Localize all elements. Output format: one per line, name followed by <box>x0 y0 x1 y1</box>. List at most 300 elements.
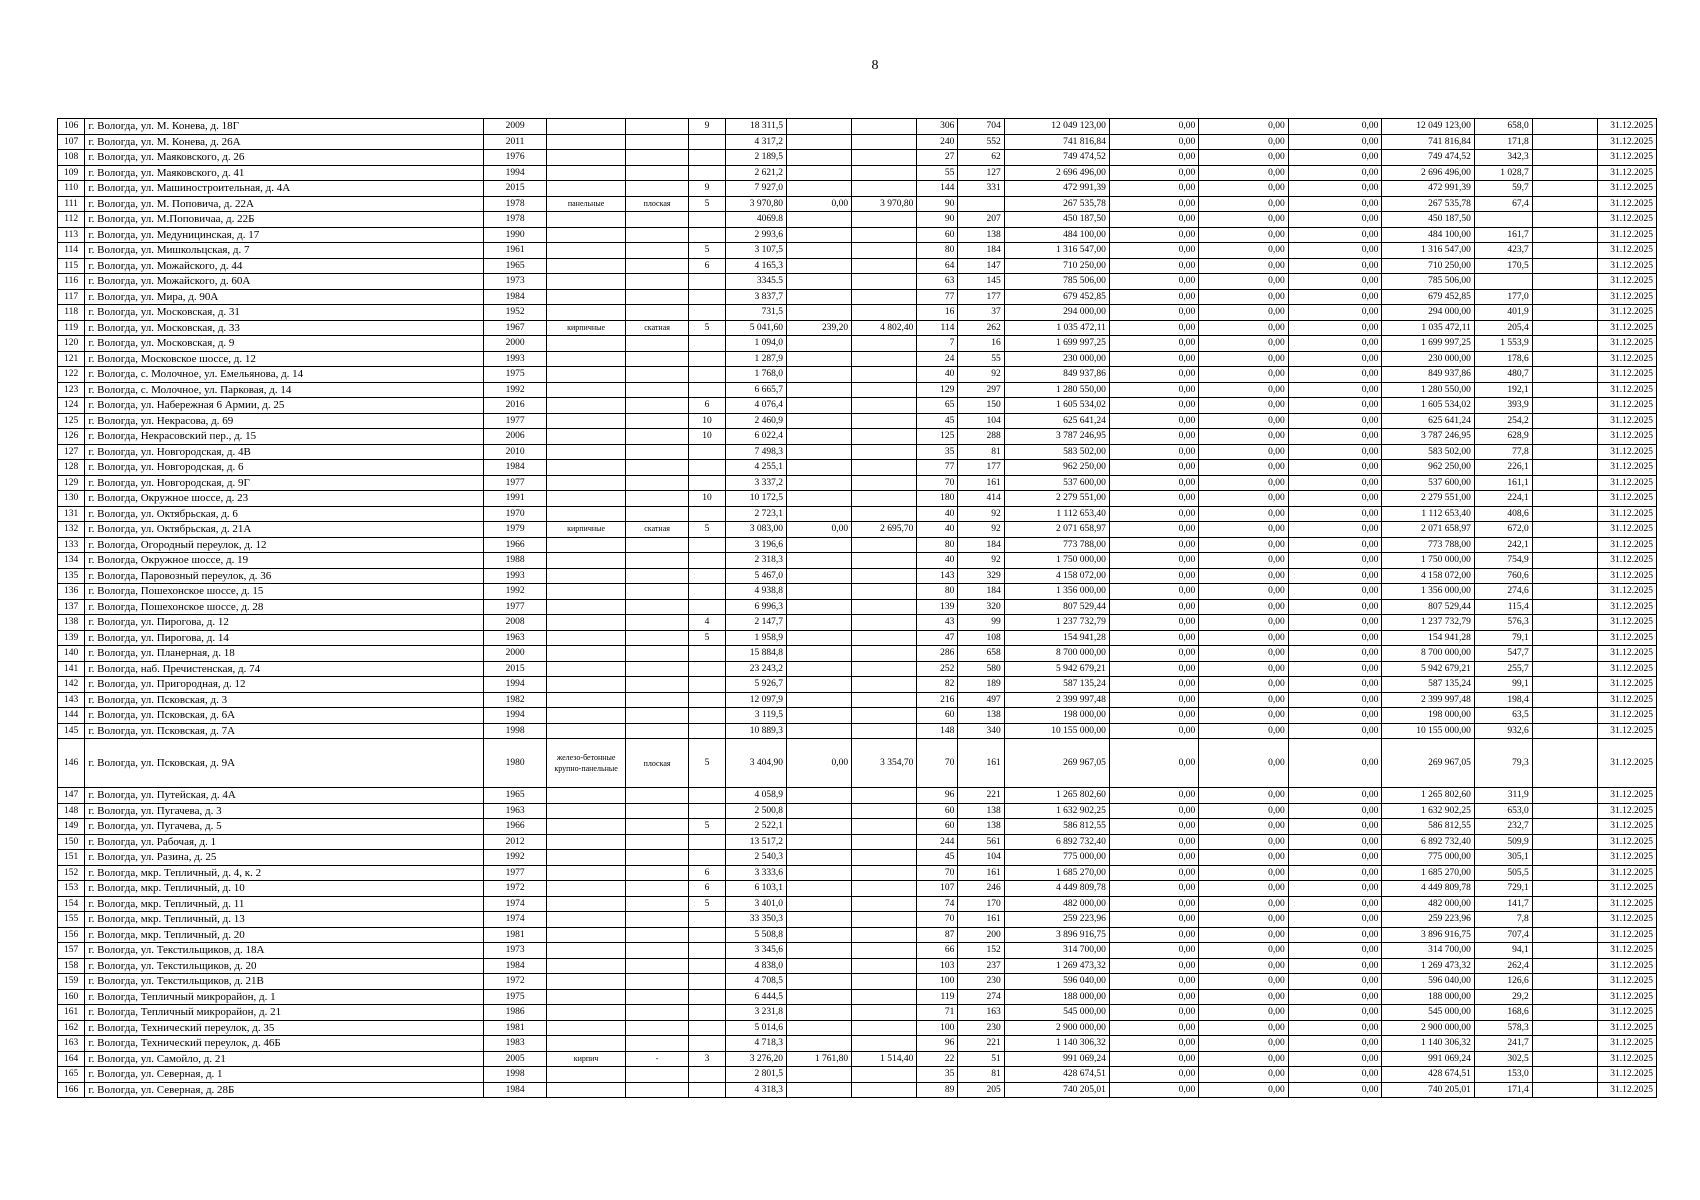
cell-unit-cost: 672,0 <box>1474 522 1532 538</box>
cell-cost-col-2: 0,00 <box>1199 599 1288 615</box>
cell-roof-type <box>626 398 689 414</box>
cell-total-cost: 1 112 653,40 <box>1004 506 1109 522</box>
cell-residents: 221 <box>958 788 1004 804</box>
cell-extra-col <box>1532 788 1597 804</box>
cell-cost-col-2: 0,00 <box>1199 506 1288 522</box>
cell-total-cost: 537 600,00 <box>1004 475 1109 491</box>
cell-deadline: 31.12.2025 <box>1597 723 1656 739</box>
cell-deadline: 31.12.2025 <box>1597 444 1656 460</box>
cell-row-number: 137 <box>58 599 85 615</box>
table-row <box>58 351 1657 367</box>
cell-area-b <box>852 989 917 1005</box>
cell-unit-cost: 342,3 <box>1474 150 1532 166</box>
cell-extra-col <box>1532 522 1597 538</box>
cell-wall-material <box>547 150 626 166</box>
cell-address: г. Вологда, ул. Северная, д. 28Б <box>85 1082 484 1098</box>
cell-unit-cost: 170,5 <box>1474 258 1532 274</box>
cell-total-area: 1 958,9 <box>725 630 786 646</box>
cell-floors: 6 <box>689 258 726 274</box>
cell-roof-type <box>626 646 689 662</box>
cell-floors: 10 <box>689 429 726 445</box>
cell-residents: 138 <box>958 803 1004 819</box>
cell-year-built: 1992 <box>484 850 547 866</box>
table-row <box>58 599 1657 615</box>
table-body <box>58 119 1657 1098</box>
cell-row-number: 120 <box>58 336 85 352</box>
table-row <box>58 615 1657 631</box>
cell-apartments: 27 <box>917 150 958 166</box>
cell-address: г. Вологда, ул. Псковская, д. 6А <box>85 708 484 724</box>
cell-deadline: 31.12.2025 <box>1597 943 1656 959</box>
cell-cost-col-3: 0,00 <box>1288 305 1382 321</box>
cell-row-number: 130 <box>58 491 85 507</box>
cell-unit-cost: 408,6 <box>1474 506 1532 522</box>
cell-residents: 704 <box>958 119 1004 135</box>
cell-residents: 138 <box>958 819 1004 835</box>
cell-cost-col-3: 0,00 <box>1288 181 1382 197</box>
cell-total-cost: 849 937,86 <box>1004 367 1109 383</box>
cell-row-number: 146 <box>58 739 85 788</box>
cell-apartments: 80 <box>917 243 958 259</box>
cell-unit-cost: 509,9 <box>1474 834 1532 850</box>
cell-cost-col-2: 0,00 <box>1199 537 1288 553</box>
cell-area-a: 239,20 <box>786 320 851 336</box>
cell-year-built: 1977 <box>484 599 547 615</box>
cell-cost-col-2: 0,00 <box>1199 834 1288 850</box>
cell-cost-col-3: 0,00 <box>1288 367 1382 383</box>
table-row <box>58 819 1657 835</box>
cell-unit-cost: 224,1 <box>1474 491 1532 507</box>
table-row <box>58 927 1657 943</box>
cell-cost-col-4: 962 250,00 <box>1382 460 1475 476</box>
cell-extra-col <box>1532 739 1597 788</box>
cell-cost-col-1: 0,00 <box>1109 320 1198 336</box>
cell-cost-col-1: 0,00 <box>1109 1067 1198 1083</box>
cell-address: г. Вологда, мкр. Тепличный, д. 13 <box>85 912 484 928</box>
cell-cost-col-4: 849 937,86 <box>1382 367 1475 383</box>
cell-area-b <box>852 819 917 835</box>
cell-total-cost: 740 205,01 <box>1004 1082 1109 1098</box>
cell-unit-cost: 171,4 <box>1474 1082 1532 1098</box>
cell-area-a <box>786 382 851 398</box>
cell-row-number: 157 <box>58 943 85 959</box>
cell-row-number: 119 <box>58 320 85 336</box>
cell-area-a: 1 761,80 <box>786 1051 851 1067</box>
cell-cost-col-3: 0,00 <box>1288 150 1382 166</box>
cell-wall-material <box>547 912 626 928</box>
cell-roof-type <box>626 881 689 897</box>
cell-roof-type <box>626 677 689 693</box>
cell-apartments: 71 <box>917 1005 958 1021</box>
cell-year-built: 1978 <box>484 196 547 212</box>
cell-address: г. Вологда, ул. Пирогова, д. 12 <box>85 615 484 631</box>
cell-cost-col-4: 596 040,00 <box>1382 974 1475 990</box>
cell-residents: 152 <box>958 943 1004 959</box>
cell-apartments: 43 <box>917 615 958 631</box>
cell-total-cost: 807 529,44 <box>1004 599 1109 615</box>
cell-total-cost: 679 452,85 <box>1004 289 1109 305</box>
table-row <box>58 881 1657 897</box>
cell-address: г. Вологда, ул. Путейская, д. 4А <box>85 788 484 804</box>
cell-apartments: 60 <box>917 819 958 835</box>
cell-apartments: 74 <box>917 896 958 912</box>
cell-area-a <box>786 788 851 804</box>
cell-address: г. Вологда, Пошехонское шоссе, д. 28 <box>85 599 484 615</box>
cell-residents: 177 <box>958 460 1004 476</box>
cell-address: г. Вологда, ул. Мира, д. 90А <box>85 289 484 305</box>
cell-row-number: 149 <box>58 819 85 835</box>
cell-residents: 138 <box>958 227 1004 243</box>
cell-row-number: 143 <box>58 692 85 708</box>
cell-row-number: 125 <box>58 413 85 429</box>
cell-row-number: 126 <box>58 429 85 445</box>
cell-unit-cost: 67,4 <box>1474 196 1532 212</box>
cell-apartments: 70 <box>917 912 958 928</box>
cell-total-cost: 1 685 270,00 <box>1004 865 1109 881</box>
cell-area-a <box>786 646 851 662</box>
cell-apartments: 216 <box>917 692 958 708</box>
cell-cost-col-2: 0,00 <box>1199 243 1288 259</box>
cell-area-a <box>786 444 851 460</box>
cell-cost-col-1: 0,00 <box>1109 553 1198 569</box>
cell-roof-type <box>626 212 689 228</box>
cell-area-b <box>852 865 917 881</box>
cell-area-a <box>786 803 851 819</box>
cell-total-cost: 10 155 000,00 <box>1004 723 1109 739</box>
cell-extra-col <box>1532 134 1597 150</box>
cell-cost-col-4: 428 674,51 <box>1382 1067 1475 1083</box>
table-row <box>58 739 1657 788</box>
cell-apartments: 96 <box>917 1036 958 1052</box>
cell-deadline: 31.12.2025 <box>1597 553 1656 569</box>
cell-apartments: 306 <box>917 119 958 135</box>
cell-area-a <box>786 258 851 274</box>
cell-cost-col-3: 0,00 <box>1288 739 1382 788</box>
cell-cost-col-2: 0,00 <box>1199 1005 1288 1021</box>
cell-wall-material <box>547 553 626 569</box>
cell-roof-type: скатная <box>626 522 689 538</box>
cell-cost-col-4: 587 135,24 <box>1382 677 1475 693</box>
cell-cost-col-3: 0,00 <box>1288 1067 1382 1083</box>
table-row <box>58 1005 1657 1021</box>
cell-total-area: 3 333,6 <box>725 865 786 881</box>
cell-extra-col <box>1532 896 1597 912</box>
cell-total-area: 4 718,3 <box>725 1036 786 1052</box>
cell-cost-col-1: 0,00 <box>1109 881 1198 897</box>
cell-area-a <box>786 181 851 197</box>
table-row <box>58 119 1657 135</box>
cell-unit-cost: 241,7 <box>1474 1036 1532 1052</box>
cell-area-a <box>786 398 851 414</box>
cell-address: г. Вологда, ул. Октябрьская, д. 21А <box>85 522 484 538</box>
cell-cost-col-3: 0,00 <box>1288 584 1382 600</box>
cell-area-a <box>786 974 851 990</box>
cell-deadline: 31.12.2025 <box>1597 181 1656 197</box>
cell-floors <box>689 850 726 866</box>
cell-year-built: 1980 <box>484 739 547 788</box>
cell-apartments: 40 <box>917 522 958 538</box>
cell-residents: 230 <box>958 974 1004 990</box>
cell-area-b: 3 970,80 <box>852 196 917 212</box>
cell-unit-cost: 242,1 <box>1474 537 1532 553</box>
cell-deadline: 31.12.2025 <box>1597 1005 1656 1021</box>
cell-total-cost: 259 223,96 <box>1004 912 1109 928</box>
cell-cost-col-4: 5 942 679,21 <box>1382 661 1475 677</box>
cell-cost-col-1: 0,00 <box>1109 723 1198 739</box>
cell-floors <box>689 584 726 600</box>
cell-residents: 163 <box>958 1005 1004 1021</box>
cell-deadline: 31.12.2025 <box>1597 974 1656 990</box>
cell-roof-type <box>626 584 689 600</box>
cell-wall-material <box>547 599 626 615</box>
page-number: 8 <box>871 58 879 73</box>
cell-total-cost: 2 279 551,00 <box>1004 491 1109 507</box>
cell-cost-col-1: 0,00 <box>1109 444 1198 460</box>
cell-apartments: 24 <box>917 351 958 367</box>
cell-area-b <box>852 803 917 819</box>
cell-roof-type <box>626 181 689 197</box>
cell-roof-type <box>626 274 689 290</box>
cell-row-number: 155 <box>58 912 85 928</box>
cell-total-cost: 198 000,00 <box>1004 708 1109 724</box>
cell-cost-col-4: 1 035 472,11 <box>1382 320 1475 336</box>
cell-total-cost: 962 250,00 <box>1004 460 1109 476</box>
cell-residents: 184 <box>958 243 1004 259</box>
cell-cost-col-4: 6 892 732,40 <box>1382 834 1475 850</box>
cell-cost-col-1: 0,00 <box>1109 351 1198 367</box>
cell-total-area: 1 287,9 <box>725 351 786 367</box>
cell-floors: 5 <box>689 896 726 912</box>
cell-roof-type <box>626 537 689 553</box>
cell-cost-col-3: 0,00 <box>1288 491 1382 507</box>
cell-area-a <box>786 692 851 708</box>
cell-cost-col-1: 0,00 <box>1109 506 1198 522</box>
cell-cost-col-2: 0,00 <box>1199 819 1288 835</box>
cell-cost-col-1: 0,00 <box>1109 927 1198 943</box>
cell-cost-col-2: 0,00 <box>1199 739 1288 788</box>
cell-area-a <box>786 506 851 522</box>
cell-cost-col-4: 482 000,00 <box>1382 896 1475 912</box>
cell-year-built: 1986 <box>484 1005 547 1021</box>
cell-deadline: 31.12.2025 <box>1597 475 1656 491</box>
cell-wall-material <box>547 834 626 850</box>
cell-row-number: 144 <box>58 708 85 724</box>
cell-total-area: 12 097,9 <box>725 692 786 708</box>
cell-cost-col-1: 0,00 <box>1109 165 1198 181</box>
cell-deadline: 31.12.2025 <box>1597 803 1656 819</box>
cell-row-number: 163 <box>58 1036 85 1052</box>
cell-roof-type <box>626 834 689 850</box>
table-row <box>58 506 1657 522</box>
cell-row-number: 154 <box>58 896 85 912</box>
cell-cost-col-3: 0,00 <box>1288 243 1382 259</box>
cell-address: г. Вологда, мкр. Тепличный, д. 20 <box>85 927 484 943</box>
cell-extra-col <box>1532 243 1597 259</box>
cell-area-a <box>786 1082 851 1098</box>
cell-area-a <box>786 491 851 507</box>
cell-cost-col-2: 0,00 <box>1199 850 1288 866</box>
cell-total-cost: 1 632 902,25 <box>1004 803 1109 819</box>
cell-wall-material <box>547 367 626 383</box>
cell-wall-material <box>547 584 626 600</box>
cell-cost-col-2: 0,00 <box>1199 865 1288 881</box>
cell-extra-col <box>1532 336 1597 352</box>
cell-cost-col-4: 10 155 000,00 <box>1382 723 1475 739</box>
cell-unit-cost: 171,8 <box>1474 134 1532 150</box>
cell-wall-material <box>547 165 626 181</box>
cell-extra-col <box>1532 958 1597 974</box>
cell-unit-cost: 628,9 <box>1474 429 1532 445</box>
cell-extra-col <box>1532 881 1597 897</box>
cell-area-b <box>852 881 917 897</box>
cell-area-a <box>786 1036 851 1052</box>
cell-extra-col <box>1532 181 1597 197</box>
cell-total-cost: 587 135,24 <box>1004 677 1109 693</box>
table-row <box>58 568 1657 584</box>
cell-cost-col-4: 740 205,01 <box>1382 1082 1475 1098</box>
cell-cost-col-3: 0,00 <box>1288 1020 1382 1036</box>
cell-floors <box>689 553 726 569</box>
cell-cost-col-3: 0,00 <box>1288 661 1382 677</box>
cell-area-b <box>852 692 917 708</box>
cell-year-built: 1982 <box>484 692 547 708</box>
cell-residents: 104 <box>958 413 1004 429</box>
cell-roof-type <box>626 912 689 928</box>
cell-cost-col-1: 0,00 <box>1109 1005 1198 1021</box>
cell-deadline: 31.12.2025 <box>1597 274 1656 290</box>
cell-area-b <box>852 1005 917 1021</box>
cell-address: г. Вологда, Некрасовский пер., д. 15 <box>85 429 484 445</box>
cell-apartments: 100 <box>917 1020 958 1036</box>
cell-unit-cost: 192,1 <box>1474 382 1532 398</box>
cell-cost-col-1: 0,00 <box>1109 896 1198 912</box>
table-row <box>58 274 1657 290</box>
cell-deadline: 31.12.2025 <box>1597 630 1656 646</box>
cell-total-area: 4 317,2 <box>725 134 786 150</box>
cell-floors <box>689 989 726 1005</box>
table-row <box>58 475 1657 491</box>
cell-area-a: 0,00 <box>786 739 851 788</box>
cell-cost-col-2: 0,00 <box>1199 351 1288 367</box>
cell-floors <box>689 1067 726 1083</box>
cell-cost-col-4: 710 250,00 <box>1382 258 1475 274</box>
cell-cost-col-1: 0,00 <box>1109 1036 1198 1052</box>
cell-residents: 297 <box>958 382 1004 398</box>
table-row <box>58 196 1657 212</box>
table-row <box>58 181 1657 197</box>
cell-cost-col-2: 0,00 <box>1199 429 1288 445</box>
cell-address: г. Вологда, наб. Пречистенская, д. 74 <box>85 661 484 677</box>
cell-cost-col-4: 259 223,96 <box>1382 912 1475 928</box>
cell-total-cost: 2 900 000,00 <box>1004 1020 1109 1036</box>
cell-roof-type <box>626 943 689 959</box>
cell-area-b <box>852 708 917 724</box>
cell-cost-col-3: 0,00 <box>1288 212 1382 228</box>
cell-year-built: 1993 <box>484 351 547 367</box>
cell-total-cost: 775 000,00 <box>1004 850 1109 866</box>
cell-unit-cost: 302,5 <box>1474 1051 1532 1067</box>
cell-deadline: 31.12.2025 <box>1597 491 1656 507</box>
cell-cost-col-3: 0,00 <box>1288 943 1382 959</box>
cell-cost-col-2: 0,00 <box>1199 398 1288 414</box>
cell-row-number: 123 <box>58 382 85 398</box>
cell-residents: 246 <box>958 881 1004 897</box>
cell-cost-col-1: 0,00 <box>1109 134 1198 150</box>
table-row <box>58 661 1657 677</box>
cell-deadline: 31.12.2025 <box>1597 584 1656 600</box>
cell-year-built: 1977 <box>484 475 547 491</box>
cell-cost-col-4: 773 788,00 <box>1382 537 1475 553</box>
cell-address: г. Вологда, мкр. Тепличный, д. 4, к. 2 <box>85 865 484 881</box>
cell-total-cost: 4 449 809,78 <box>1004 881 1109 897</box>
cell-area-b <box>852 274 917 290</box>
cell-unit-cost: 141,7 <box>1474 896 1532 912</box>
table-row <box>58 974 1657 990</box>
table-row <box>58 1067 1657 1083</box>
cell-address: г. Вологда, Тепличный микрорайон, д. 21 <box>85 1005 484 1021</box>
cell-area-b <box>852 568 917 584</box>
cell-wall-material <box>547 708 626 724</box>
cell-cost-col-1: 0,00 <box>1109 788 1198 804</box>
cell-unit-cost: 760,6 <box>1474 568 1532 584</box>
cell-cost-col-4: 1 269 473,32 <box>1382 958 1475 974</box>
cell-roof-type <box>626 165 689 181</box>
cell-total-area: 6 665,7 <box>725 382 786 398</box>
cell-total-area: 10 889,3 <box>725 723 786 739</box>
cell-year-built: 2015 <box>484 181 547 197</box>
cell-roof-type <box>626 444 689 460</box>
cell-unit-cost: 932,6 <box>1474 723 1532 739</box>
cell-cost-col-1: 0,00 <box>1109 692 1198 708</box>
cell-extra-col <box>1532 834 1597 850</box>
cell-residents: 237 <box>958 958 1004 974</box>
cell-area-a <box>786 881 851 897</box>
cell-row-number: 152 <box>58 865 85 881</box>
cell-cost-col-1: 0,00 <box>1109 803 1198 819</box>
cell-cost-col-3: 0,00 <box>1288 382 1382 398</box>
cell-row-number: 129 <box>58 475 85 491</box>
cell-wall-material <box>547 1005 626 1021</box>
cell-wall-material <box>547 305 626 321</box>
cell-cost-col-3: 0,00 <box>1288 522 1382 538</box>
cell-year-built: 1994 <box>484 677 547 693</box>
cell-residents: 92 <box>958 367 1004 383</box>
cell-cost-col-3: 0,00 <box>1288 196 1382 212</box>
cell-cost-col-1: 0,00 <box>1109 243 1198 259</box>
cell-address: г. Вологда, ул. Самойло, д. 21 <box>85 1051 484 1067</box>
cell-cost-col-3: 0,00 <box>1288 1036 1382 1052</box>
cell-area-a <box>786 615 851 631</box>
cell-row-number: 136 <box>58 584 85 600</box>
building-register-table <box>57 118 1657 1098</box>
cell-apartments: 96 <box>917 788 958 804</box>
cell-cost-col-3: 0,00 <box>1288 1005 1382 1021</box>
cell-total-area: 23 243,2 <box>725 661 786 677</box>
cell-cost-col-2: 0,00 <box>1199 1020 1288 1036</box>
cell-residents: 262 <box>958 320 1004 336</box>
cell-cost-col-1: 0,00 <box>1109 739 1198 788</box>
cell-deadline: 31.12.2025 <box>1597 413 1656 429</box>
cell-total-cost: 269 967,05 <box>1004 739 1109 788</box>
cell-total-area: 5 467,0 <box>725 568 786 584</box>
cell-year-built: 1977 <box>484 865 547 881</box>
cell-floors <box>689 165 726 181</box>
cell-address: г. Вологда, ул. Октябрьская, д. 6 <box>85 506 484 522</box>
cell-wall-material <box>547 615 626 631</box>
cell-year-built: 1984 <box>484 460 547 476</box>
cell-year-built: 1966 <box>484 819 547 835</box>
cell-total-cost: 294 000,00 <box>1004 305 1109 321</box>
